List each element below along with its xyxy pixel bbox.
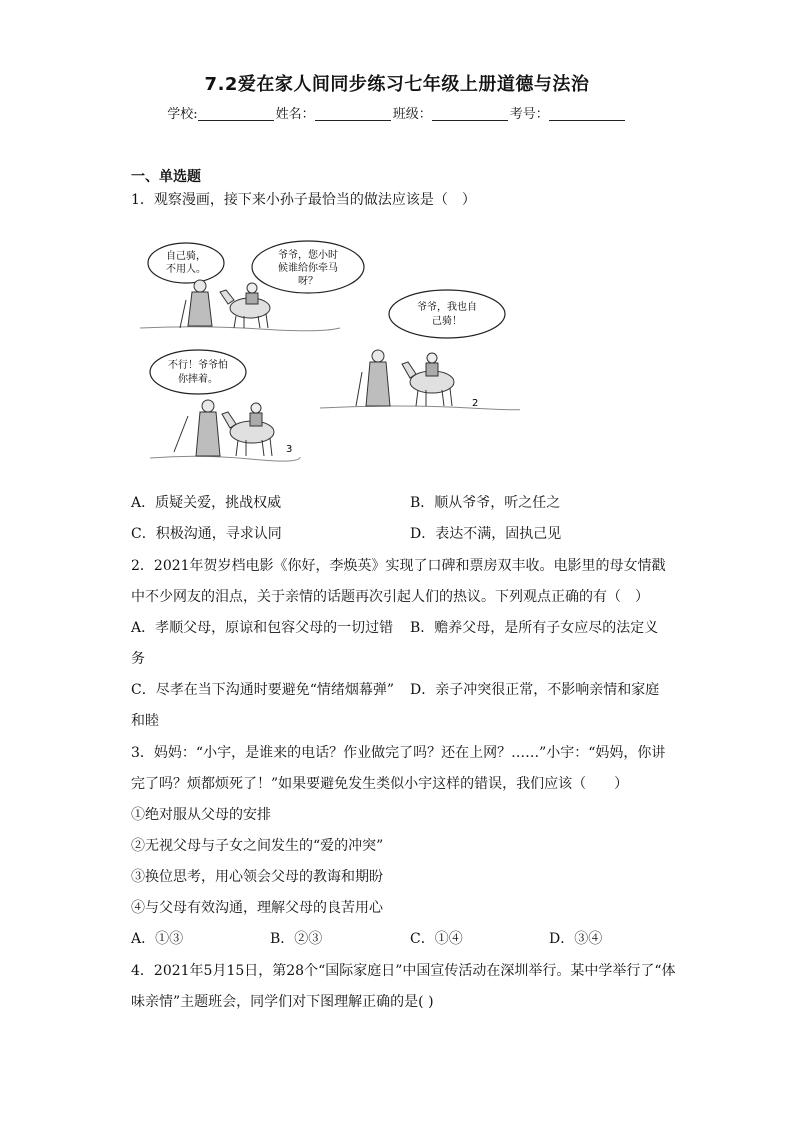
bubble2-line3: 呀？ xyxy=(298,276,318,287)
panel3-figures xyxy=(174,400,274,456)
q2-option-a[interactable]: A．孝顺父母，原谅和包容父母的一切过错 xyxy=(131,620,394,636)
q2-option-d-wrap: 和睦 xyxy=(131,713,159,729)
bubble1-line1: 自己骑， xyxy=(166,251,206,262)
bubble4-line1: 不行！爷爷怕 xyxy=(168,360,228,371)
bubble3-line1: 爷爷，我也自 xyxy=(417,302,477,313)
section-title: 一、单选题 xyxy=(131,169,201,185)
bubble2-line1: 爷爷，您小时 xyxy=(278,250,338,261)
q1-option-c[interactable]: C．积极沟通，寻求认同 xyxy=(131,526,282,542)
class-label: 班级： xyxy=(392,107,432,122)
page-title: 7.2爱在家人间同步练习七年级上册道德与法治 xyxy=(204,74,590,95)
name-blank[interactable] xyxy=(315,106,391,121)
q1-option-b[interactable]: B．顺从爷爷，听之任之 xyxy=(410,495,561,511)
q3-option-a[interactable]: A．①③ xyxy=(131,931,184,947)
panel2-figures xyxy=(356,350,454,406)
class-blank[interactable] xyxy=(432,106,508,121)
number-label: 考号： xyxy=(509,107,549,122)
q2-option-b[interactable]: B．赡养父母，是所有子女应尽的法定义 xyxy=(410,620,659,636)
comic-illustration xyxy=(140,230,520,470)
q1-option-d[interactable]: D．表达不满，固执己见 xyxy=(410,526,562,542)
number-blank[interactable] xyxy=(549,106,625,121)
q3-option-b[interactable]: B．②③ xyxy=(270,931,323,947)
q2-option-b-wrap: 务 xyxy=(131,651,145,667)
q3-stem-line2: 完了吗？烦都烦死了！”如果要避免发生类似小宇这样的错误，我们应该（ ） xyxy=(131,776,629,792)
bubble2-line2: 候谁给你牵马 xyxy=(278,263,338,274)
school-label: 学校: xyxy=(167,107,198,122)
q2-option-c[interactable]: C．尽孝在当下沟通时要避免“情绪烟幕弹” xyxy=(131,682,395,698)
bubble1-line2: 不用人。 xyxy=(166,264,206,275)
q3-statement-2: ②无视父母与子女之间发生的“爱的冲突” xyxy=(131,838,384,854)
q2-stem-line2: 中不少网友的泪点，关于亲情的话题再次引起人们的热议。下列观点正确的有（ ） xyxy=(131,589,649,605)
q3-option-d[interactable]: D．③④ xyxy=(549,931,603,947)
q1-option-a[interactable]: A．质疑关爱，挑战权威 xyxy=(131,495,282,511)
q3-option-c[interactable]: C．①④ xyxy=(410,931,463,947)
q3-statement-4: ④与父母有效沟通，理解父母的良苦用心 xyxy=(131,900,383,916)
panel3-number: 3 xyxy=(286,444,293,455)
student-info-line xyxy=(0,103,794,122)
q3-statement-1: ①绝对服从父母的安排 xyxy=(131,807,271,823)
q2-option-d[interactable]: D．亲子冲突很正常，不影响亲情和家庭 xyxy=(410,682,660,698)
panel2-number: 2 xyxy=(472,398,479,409)
q2-stem-line1: 2．2021年贺岁档电影《你好，李焕英》实现了口碑和票房双丰收。电影里的母女情戳 xyxy=(131,558,666,574)
q4-stem-line2: 味亲情”主题班会，同学们对下图理解正确的是( ) xyxy=(131,994,434,1010)
bubble4-line2: 你摔着。 xyxy=(178,374,218,385)
q4-stem-line1: 4．2021年5月15日，第28个“国际家庭日”中国宣传活动在深圳举行。某中学举行了“体 xyxy=(131,963,676,979)
q3-statement-3: ③换位思考，用心领会父母的教诲和期盼 xyxy=(131,869,383,885)
name-label: 姓名： xyxy=(275,107,315,122)
bubble3-line2: 己骑！ xyxy=(432,316,462,327)
q1-stem: 1．观察漫画，接下来小孙子最恰当的做法应该是（ ） xyxy=(131,192,476,208)
panel1-figures xyxy=(180,280,270,328)
school-blank[interactable] xyxy=(198,106,274,121)
q3-stem-line1: 3．妈妈：“小宇，是谁来的电话？作业做完了吗？还在上网？……”小宇：“妈妈，你讲 xyxy=(131,745,666,761)
